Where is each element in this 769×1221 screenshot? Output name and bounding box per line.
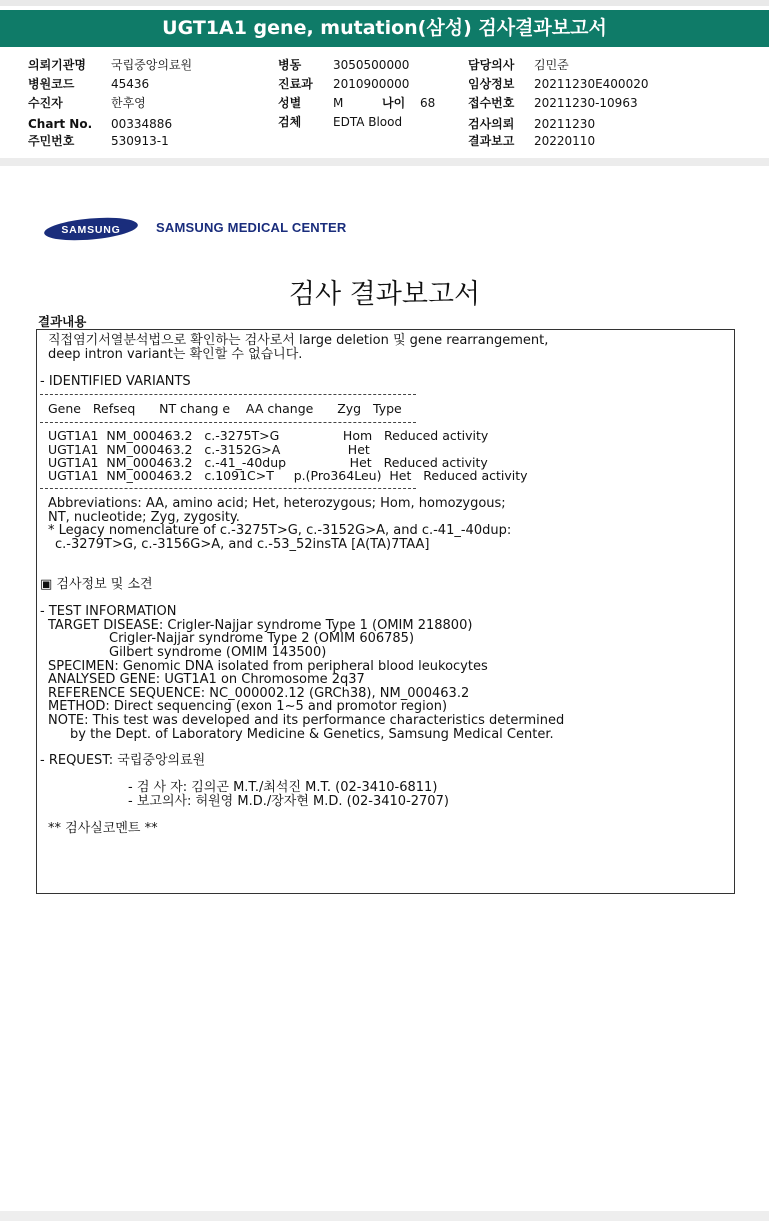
chart-no-value: 00334886: [111, 117, 173, 131]
dashed-rule: [40, 488, 416, 489]
samsung-logo: [44, 216, 138, 242]
intro-line-1: 직접염기서열분석법으로 확인하는 검사로서 large deletion 및 gene rearrangement,: [48, 333, 549, 348]
request-line: - REQUEST: 국립중앙의료원: [40, 753, 206, 768]
report-title: 검사 결과보고서: [288, 279, 481, 310]
intro-line-2: deep intron variant는 확인할 수 없습니다.: [48, 347, 303, 362]
reference-sequence-line: REFERENCE SEQUENCE: NC_000002.12 (GRCh38), NM_000463.2: [48, 686, 470, 701]
analysed-gene-line: ANALYSED GENE: UGT1A1 on Chromosome 2q37: [48, 672, 365, 687]
medical-center-name: SAMSUNG MEDICAL CENTER: [156, 220, 347, 235]
patient-name-label: 수진자: [28, 96, 63, 110]
patient-info-panel: [0, 0, 769, 160]
logo-badge-text: SAMSUNG: [61, 224, 121, 236]
age-value: 68: [420, 96, 436, 110]
request-date-label: 검사의뢰: [468, 117, 515, 131]
physician-label: 담당의사: [468, 58, 515, 72]
variants-heading: - IDENTIFIED VARIANTS: [40, 374, 191, 389]
request-date-value: 20211230: [534, 117, 596, 131]
hospital-code-value: 45436: [111, 77, 150, 91]
section-divider: [0, 158, 769, 166]
report-date-label: 결과보고: [468, 134, 515, 148]
hospital-label: 의뢰기관명: [28, 58, 86, 72]
dashed-rule: [40, 422, 416, 423]
department-value: 2010900000: [333, 77, 410, 91]
variant-row: UGT1A1 NM_000463.2 c.1091C>T p.(Pro364Leu) Het Reduced activity: [48, 468, 528, 483]
legacy-line-2: c.-3279T>G, c.-3156G>A, and c.-53_52insTA [A(TA)7TAA]: [55, 537, 430, 552]
lab-comment-heading: ** 검사실코멘트 **: [48, 821, 158, 836]
target-disease-line-1: TARGET DISEASE: Crigler-Najjar syndrome Type 1 (OMIM 218800): [48, 618, 473, 633]
hospital-value: 국립중앙의료원: [111, 58, 193, 72]
specimen-line: SPECIMEN: Genomic DNA isolated from peripheral blood leukocytes: [48, 659, 488, 674]
resident-no-value: 530913-1: [111, 134, 169, 148]
sex-value: M: [333, 96, 344, 110]
variant-row: UGT1A1 NM_000463.2 c.-3275T>G Hom Reduced activity: [48, 428, 489, 443]
variant-table-header: Gene Refseq NT chang e AA change Zyg Type: [48, 401, 402, 416]
department-label: 진료과: [278, 77, 313, 91]
hospital-code-label: 병원코드: [28, 77, 75, 91]
specimen-label: 검체: [278, 115, 302, 129]
receipt-no-value: 20211230-10963: [534, 96, 638, 110]
chart-no-label: Chart No.: [28, 117, 93, 131]
note-line-1: NOTE: This test was developed and its performance characteristics determined: [48, 713, 565, 728]
ward-label: 병동: [278, 58, 302, 72]
method-line: METHOD: Direct sequencing (exon 1~5 and promotor region): [48, 699, 448, 714]
specimen-value: EDTA Blood: [333, 115, 403, 129]
report-header-title: UGT1A1 gene, mutation(삼성) 검사결과보고서: [0, 10, 769, 47]
legacy-line-1: * Legacy nomenclature of c.-3275T>G, c.-3152G>A, and c.-41_-40dup:: [48, 523, 512, 538]
note-line-2: by the Dept. of Laboratory Medicine & Genetics, Samsung Medical Center.: [70, 727, 554, 742]
physician-value: 김민준: [534, 58, 569, 72]
target-disease-line-3: Gilbert syndrome (OMIM 143500): [109, 645, 327, 660]
receipt-no-label: 접수번호: [468, 96, 515, 110]
dashed-rule: [40, 394, 416, 395]
variant-row: UGT1A1 NM_000463.2 c.-3152G>A Het: [48, 442, 370, 457]
reporting-physician-line: - 보고의사: 허원영 M.D./장자현 M.D. (02-3410-2707): [128, 794, 449, 809]
variant-row: UGT1A1 NM_000463.2 c.-41_-40dup Het Reduced activity: [48, 455, 488, 470]
examiner-line: - 검 사 자: 김의곤 M.T./최석진 M.T. (02-3410-6811): [128, 780, 438, 795]
age-label: 나이: [382, 96, 406, 110]
patient-name-value: 한후영: [111, 96, 146, 110]
abbreviations-line-2: NT, nucleotide; Zyg, zygosity.: [48, 510, 240, 525]
result-section-label: 결과내용: [38, 314, 87, 329]
clinical-info-value: 20211230E400020: [534, 77, 649, 91]
abbreviations-line-1: Abbreviations: AA, amino acid; Het, heterozygous; Hom, homozygous;: [48, 496, 506, 511]
test-information-title: - TEST INFORMATION: [40, 604, 177, 619]
resident-no-label: 주민번호: [28, 134, 75, 148]
test-info-heading: ▣ 검사정보 및 소견: [40, 577, 153, 592]
clinical-info-label: 임상정보: [468, 77, 515, 91]
target-disease-line-2: Crigler-Najjar syndrome Type 2 (OMIM 606785): [109, 631, 415, 646]
report-date-value: 20220110: [534, 134, 596, 148]
bottom-edge: [0, 1211, 769, 1221]
ward-value: 3050500000: [333, 58, 410, 72]
sex-label: 성별: [278, 96, 302, 110]
